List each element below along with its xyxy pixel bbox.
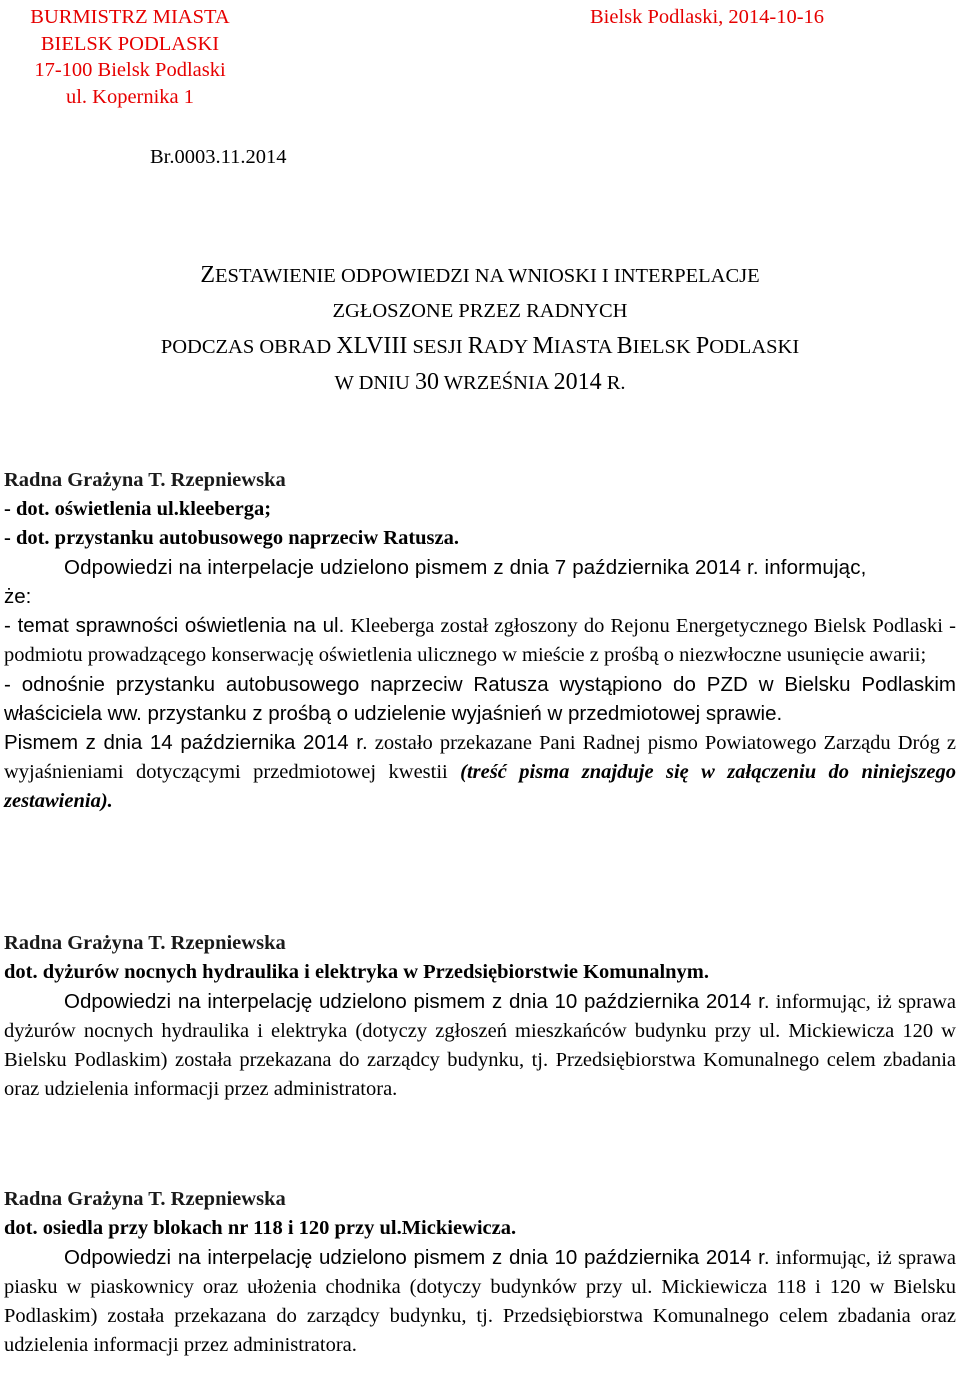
answer-paragraph: Odpowiedzi na interpelację udzielono pismem z dnia 10 października 2014 r. informując, iż sprawa piasku w piaskownicy oraz ułożenia chodnika (dotyczy budynków przy ul. Mickiewicza 118 i 120 w Bielsku Podlaskim) została przekazana do zarządcy budynku, tj. Przedsiębiorstwa Komunalnego celem zbadania oraz udzielenia informacji przez administratora. <box>4 1246 956 1356</box>
sender-block <box>0 4 260 110</box>
answer-paragraph: Odpowiedzi na interpelację udzielono pismem z dnia 10 października 2014 r. informując, iż sprawa dyżurów nocnych hydraulika i elektryka (dotyczy zgłoszeń mieszkańców budynku przy ul. Mickiewicza 120 w Bielsku Podlaskim) została przekazana do zarządcy budynku, tj. Przedsiębiorstwa Komunalnego celem zbadania oraz udzielenia informacji przez administratora. <box>4 990 956 1100</box>
reference-number: Br.0003.11.2014 <box>150 146 287 168</box>
answer-paragraph-end: że: <box>4 585 32 608</box>
section-2 <box>4 929 956 1104</box>
title-line-4: W DNIU 30 WRZEŚNIA 2014 R. <box>334 369 626 395</box>
councillor-name: Radna Grażyna T. Rzepniewska <box>4 1188 286 1210</box>
sender-line: ul. Kopernika 1 <box>65 85 195 108</box>
sender-line: BIELSK PODLASKI <box>40 32 220 55</box>
answer-paragraph: Pismem z dnia 14 października 2014 r. zostało przekazane Pani Radnej pismo Powiatowego Zarządu Dróg z wyjaśnieniami dotyczącymi przedmiotowej kwestii (treść pisma znajduje się w załączeniu do niniejszego zestawienia). <box>4 731 957 812</box>
subject-line: - dot. przystanku autobusowego naprzeciw Ratusza. <box>4 527 460 549</box>
document-title <box>0 258 960 401</box>
sender-line: BURMISTRZ MIASTA <box>30 6 230 28</box>
subject-line: - dot. oświetlenia ul.kleeberga; <box>4 498 272 520</box>
section-3 <box>4 1185 956 1360</box>
title-line-3: PODCZAS OBRAD XLVIII SESJI RADY MIASTA BIELSK PODLASKI <box>160 333 800 359</box>
answer-paragraph: - temat sprawności oświetlenia na ul. Kleeberga został zgłoszony do Rejonu Energetycznego Bielsk Podlaski - podmiotu prowadzącego konserwację oświetlenia ulicznego w mieście z prośbą o niezwłoczne usunięcie awarii; <box>4 614 956 666</box>
subject-line: dot. dyżurów nocnych hydraulika i elektryka w Przedsiębiorstwie Komunalnym. <box>4 961 709 983</box>
place-date: Bielsk Podlaski, 2014-10-16 <box>590 6 825 28</box>
answer-paragraph: Odpowiedzi na interpelacje udzielono pismem z dnia 7 października 2014 r. informując, <box>64 556 867 579</box>
councillor-name: Radna Grażyna T. Rzepniewska <box>4 932 286 954</box>
subject-line: dot. osiedla przy blokach nr 118 i 120 przy ul.Mickiewicza. <box>4 1217 517 1239</box>
section-1 <box>4 466 956 816</box>
sender-line: 17-100 Bielsk Podlaski <box>34 59 226 81</box>
councillor-name: Radna Grażyna T. Rzepniewska <box>4 469 286 491</box>
title-line-1: ZESTAWIENIE ODPOWIEDZI NA WNIOSKI I INTERPELACJE <box>200 262 760 288</box>
title-line-2: ZGŁOSZONE PRZEZ RADNYCH <box>332 300 628 322</box>
answer-paragraph: - odnośnie przystanku autobusowego naprzeciw Ratusza wystąpiono do PZD w Bielsku Podlaskim właściciela ww. przystanku z prośbą o udzielenie wyjaśnień w przedmiotowej sprawie. <box>4 673 956 725</box>
